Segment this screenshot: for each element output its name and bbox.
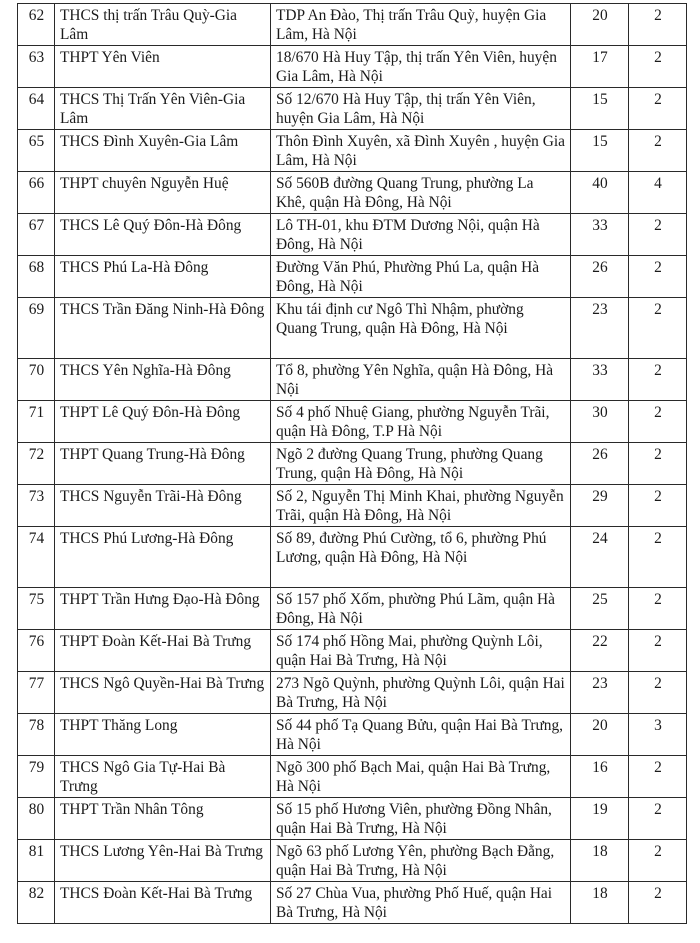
count-b: 2 [629,588,687,630]
school-address: Số 174 phố Hồng Mai, phường Quỳnh Lôi, quận Hai Bà Trưng, Hà Nội [271,630,571,672]
row-number: 77 [18,672,55,714]
school-name: THPT Yên Viên [55,46,271,88]
school-name: THCS thị trấn Trâu Quỳ-Gia Lâm [55,4,271,46]
count-b: 2 [629,882,687,924]
school-address: 273 Ngõ Quỳnh, phường Quỳnh Lôi, quận Hai Bà Trưng, Hà Nội [271,672,571,714]
table-row [18,46,687,88]
count-a: 23 [571,672,629,714]
school-address: Số 89, đường Phú Cường, tổ 6, phường Phú Lương, quận Hà Đông, Hà Nội [271,527,571,588]
school-name: THCS Nguyễn Trãi-Hà Đông [55,485,271,527]
school-address: Số 15 phố Hương Viên, phường Đồng Nhân, quận Hai Bà Trưng, Hà Nội [271,798,571,840]
school-address: Đường Văn Phú, Phường Phú La, quận Hà Đông, Hà Nội [271,256,571,298]
count-a: 22 [571,630,629,672]
table-row [18,714,687,756]
count-b: 2 [629,630,687,672]
school-address: Số 27 Chùa Vua, phường Phố Huế, quận Hai Bà Trưng, Hà Nội [271,882,571,924]
table-row [18,256,687,298]
school-name: THPT Thăng Long [55,714,271,756]
row-number: 72 [18,443,55,485]
count-b: 2 [629,46,687,88]
count-a: 17 [571,46,629,88]
table-row [18,882,687,924]
count-a: 18 [571,840,629,882]
count-b: 2 [629,298,687,359]
school-name: THCS Phú La-Hà Đông [55,256,271,298]
table-row [18,588,687,630]
table-row [18,443,687,485]
count-b: 2 [629,756,687,798]
table-row [18,485,687,527]
school-address: Ngõ 2 đường Quang Trung, phường Quang Trung, quận Hà Đông, Hà Nội [271,443,571,485]
school-name: THPT Trần Hưng Đạo-Hà Đông [55,588,271,630]
school-table-body [18,4,687,924]
count-b: 2 [629,4,687,46]
school-address: Số 157 phố Xốm, phường Phú Lãm, quận Hà Đông, Hà Nội [271,588,571,630]
school-address: Ngõ 300 phố Bạch Mai, quận Hai Bà Trưng, Hà Nội [271,756,571,798]
row-number: 74 [18,527,55,588]
school-address: 18/670 Hà Huy Tập, thị trấn Yên Viên, huyện Gia Lâm, Hà Nội [271,46,571,88]
school-table [17,3,687,924]
school-name: THCS Phú Lương-Hà Đông [55,527,271,588]
school-name: THPT Trần Nhân Tông [55,798,271,840]
row-number: 66 [18,172,55,214]
count-b: 2 [629,130,687,172]
table-row [18,672,687,714]
row-number: 76 [18,630,55,672]
school-name: THCS Đình Xuyên-Gia Lâm [55,130,271,172]
row-number: 63 [18,46,55,88]
school-name: THCS Ngô Quyền-Hai Bà Trưng [55,672,271,714]
row-number: 79 [18,756,55,798]
count-b: 2 [629,214,687,256]
table-row [18,798,687,840]
table-row [18,527,687,588]
count-b: 2 [629,359,687,401]
row-number: 69 [18,298,55,359]
table-row [18,172,687,214]
count-a: 16 [571,756,629,798]
count-a: 15 [571,88,629,130]
count-a: 33 [571,359,629,401]
count-b: 2 [629,485,687,527]
school-name: THCS Đoàn Kết-Hai Bà Trưng [55,882,271,924]
count-b: 2 [629,443,687,485]
count-a: 20 [571,4,629,46]
school-name: THPT Lê Quý Đôn-Hà Đông [55,401,271,443]
school-address: Thôn Đình Xuyên, xã Đình Xuyên , huyện Gia Lâm, Hà Nội [271,130,571,172]
table-row [18,840,687,882]
table-row [18,359,687,401]
school-address: Ngõ 63 phố Lương Yên, phường Bạch Đằng, quận Hai Bà Trưng, Hà Nội [271,840,571,882]
row-number: 71 [18,401,55,443]
table-row [18,88,687,130]
count-a: 25 [571,588,629,630]
school-address: Tổ 8, phường Yên Nghĩa, quận Hà Đông, Hà Nội [271,359,571,401]
row-number: 82 [18,882,55,924]
table-row [18,4,687,46]
count-a: 19 [571,798,629,840]
school-name: THPT Đoàn Kết-Hai Bà Trưng [55,630,271,672]
school-name: THCS Yên Nghĩa-Hà Đông [55,359,271,401]
school-address: TDP An Đào, Thị trấn Trâu Quỳ, huyện Gia Lâm, Hà Nội [271,4,571,46]
school-address: Số 44 phố Tạ Quang Bửu, quận Hai Bà Trưng, Hà Nội [271,714,571,756]
count-a: 30 [571,401,629,443]
count-a: 18 [571,882,629,924]
school-name: THCS Trần Đăng Ninh-Hà Đông [55,298,271,359]
count-b: 4 [629,172,687,214]
school-name: THCS Ngô Gia Tự-Hai Bà Trưng [55,756,271,798]
table-row [18,214,687,256]
count-a: 26 [571,443,629,485]
school-address: Số 2, Nguyễn Thị Minh Khai, phường Nguyễn Trãi, quận Hà Đông, Hà Nội [271,485,571,527]
school-address: Số 4 phố Nhuệ Giang, phường Nguyễn Trãi, quận Hà Đông, T.P Hà Nội [271,401,571,443]
row-number: 62 [18,4,55,46]
row-number: 65 [18,130,55,172]
row-number: 64 [18,88,55,130]
table-row [18,756,687,798]
count-a: 26 [571,256,629,298]
school-name: THCS Thị Trấn Yên Viên-Gia Lâm [55,88,271,130]
count-b: 2 [629,527,687,588]
row-number: 80 [18,798,55,840]
table-row [18,630,687,672]
table-row [18,401,687,443]
count-b: 2 [629,798,687,840]
row-number: 70 [18,359,55,401]
count-b: 2 [629,401,687,443]
row-number: 78 [18,714,55,756]
school-name: THCS Lương Yên-Hai Bà Trưng [55,840,271,882]
school-name: THPT chuyên Nguyễn Huệ [55,172,271,214]
count-b: 2 [629,256,687,298]
table-row [18,130,687,172]
school-address: Số 560B đường Quang Trung, phường La Khê, quận Hà Đông, Hà Nội [271,172,571,214]
school-name: THPT Quang Trung-Hà Đông [55,443,271,485]
row-number: 75 [18,588,55,630]
count-a: 33 [571,214,629,256]
row-number: 73 [18,485,55,527]
count-b: 2 [629,672,687,714]
count-a: 40 [571,172,629,214]
school-name: THCS Lê Quý Đôn-Hà Đông [55,214,271,256]
count-a: 24 [571,527,629,588]
school-address: Lô TH-01, khu ĐTM Dương Nội, quận Hà Đông, Hà Nội [271,214,571,256]
count-a: 15 [571,130,629,172]
count-b: 3 [629,714,687,756]
count-b: 2 [629,88,687,130]
row-number: 81 [18,840,55,882]
count-a: 20 [571,714,629,756]
count-a: 29 [571,485,629,527]
row-number: 67 [18,214,55,256]
row-number: 68 [18,256,55,298]
count-b: 2 [629,840,687,882]
school-address: Số 12/670 Hà Huy Tập, thị trấn Yên Viên, huyện Gia Lâm, Hà Nội [271,88,571,130]
count-a: 23 [571,298,629,359]
school-address: Khu tái định cư Ngô Thì Nhậm, phường Quang Trung, quận Hà Đông, Hà Nội [271,298,571,359]
table-row [18,298,687,359]
